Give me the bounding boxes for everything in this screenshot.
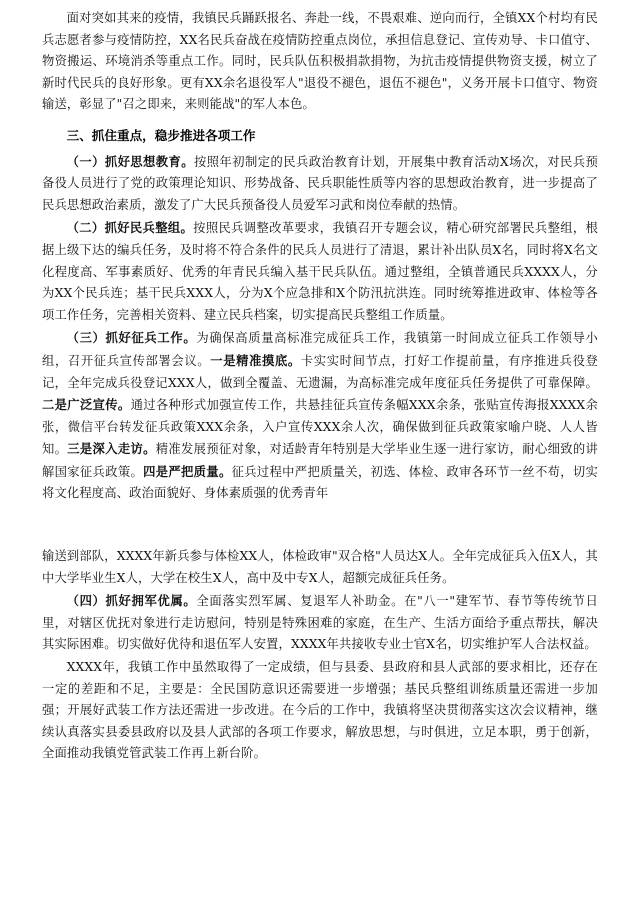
paragraph-lead-label: （一）抓好思想教育。: [66, 153, 195, 169]
subpoint-label-four: 四是严把质量。: [143, 463, 232, 479]
paragraph-conscription-work: [42, 327, 598, 505]
page-break-gap: [42, 506, 598, 546]
paragraph-text: 输送到部队，XXXX年新兵参与体检XX人，体检政审"双合格"人员达X人。全年完成征兵入伍X人，其中大学毕业生X人，大学在校生X人，高中及中专X人，超额完成征兵任务。: [42, 549, 598, 585]
paragraph-text: 为确保高质量高标准完成征兵工作，我镇第一时间成立征兵工作领导小组，召开征兵宣传部署会议。: [42, 331, 598, 368]
paragraph-text: 征兵过程中严把质量关，初选、体检、政审各环节一丝不苟，切实将文化程度高、政治面貌好、身体素质强的优秀青年: [42, 464, 598, 501]
paragraph-support-army-families: [42, 590, 598, 656]
paragraph-text: 卡实实时间节点，打好工作提前量，有序推进兵役登记，全年完成兵役登记XXX人，做到全覆盖、无遗漏，为高标准完成年度征兵任务提供了可靠保障。: [42, 353, 599, 390]
subpoint-label-two: 二是广泛宣传。: [42, 397, 131, 413]
paragraph-ideological-education: [42, 151, 598, 217]
subpoint-label-three: 三是深入走访。: [67, 441, 156, 457]
paragraph-conclusion: [42, 657, 598, 765]
section-heading-three: [42, 125, 598, 147]
heading-text: 三、抓住重点，稳步推进各项工作: [66, 127, 256, 143]
paragraph-text: 全面落实烈军属、复退军人补助金。在"八一"建军节、春节等传统节日里，对辖区优抚对象进行走访慰问，特别是特殊困难的家庭，在生产、生活方面给予重点帮扶，解决其实际困难。切实做好优待和退伍军人安置，XXXX年共接收专业士官X名，切实维护军人合法权益。: [42, 594, 598, 652]
paragraph-text: 按照年初制定的民兵政治教育计划，开展集中教育活动X场次，对民兵预备役人员进行了党的政策理论知识、形势战备、民兵职能性质等内容的思想政治教育，进一步提高了民兵思想政治素质，激发了广大民兵预备役人员爱军习武和岗位奉献的热情。: [42, 154, 598, 212]
paragraph-lead-label: （三）抓好征兵工作。: [66, 330, 197, 346]
document-body: [42, 8, 598, 766]
paragraph-conscription-continued: [42, 546, 598, 589]
paragraph-lead-label: （二）抓好民兵整组。: [66, 220, 194, 236]
paragraph-epidemic-response: [42, 8, 598, 116]
paragraph-militia-reorganization: [42, 217, 598, 326]
paragraph-text: 精准发展预征对象，对适龄青年特别是大学毕业生逐一进行家访，耐心细致的讲解国家征兵政策。: [42, 442, 598, 479]
subpoint-label-one: 一是精准摸底。: [210, 352, 301, 368]
paragraph-text: 按照民兵调整改革要求，我镇召开专题会议，精心研究部署民兵整组，根据上级下达的编兵任务，及时将不符合条件的民兵人员进行了清退，累计补出队员X名，同时将X名文化程度高、军事素质好、优秀的年青民兵编入基干民兵队伍。通过整组，全镇普通民兵XXXX人，分为XX个民兵连；基干民兵XXX人，分为X个应急排和X个防汛抗洪连。同时统筹推进政审、体检等各项工作任务，完善相关资料、建立民兵档案，切实提高民兵整组工作质量。: [42, 221, 598, 322]
paragraph-text: 面对突如其来的疫情，我镇民兵踊跃报名、奔赴一线，不畏艰难、逆向而行，全镇XX个村均有民兵志愿者参与疫情防控，XX名民兵奋战在疫情防控重点岗位，承担信息登记、宣传劝导、卡口值守、物资搬运、环境消杀等重点工作。同时，民兵队伍积极捐款捐物，为抗击疫情提供物资支援，树立了新时代民兵的良好形象。更有XX余名退役军人"退役不褪色，退伍不褪色"，义务开展卡口值守、物资输送，彰显了"召之即来，来则能战"的军人本色。: [42, 11, 598, 112]
paragraph-text: 通过各种形式加强宣传工作，共悬挂征兵宣传条幅XXX余条，张贴宣传海报XXXX余张，微信平台转发征兵政策XXX余条，入户宣传XXX余人次，确保做到征兵政策家喻户晓、人人皆知。: [42, 398, 598, 457]
paragraph-text: XXXX年，我镇工作中虽然取得了一定成绩，但与县委、县政府和县人武部的要求相比，还存在一定的差距和不足，主要是：全民国防意识还需要进一步增强；基民兵整组训练质量还需进一步加强；开展好武装工作方法还需进一步改进。在今后的工作中，我镇将坚决贯彻落实这次会议精神，继续认真落实县委县政府以及县人武部的各项工作要求，解放思想，与时俱进，立足本职，勇于创新，全面推动我镇党管武装工作再上新台阶。: [42, 660, 598, 761]
paragraph-lead-label: （四）抓好拥军优属。: [66, 593, 197, 609]
